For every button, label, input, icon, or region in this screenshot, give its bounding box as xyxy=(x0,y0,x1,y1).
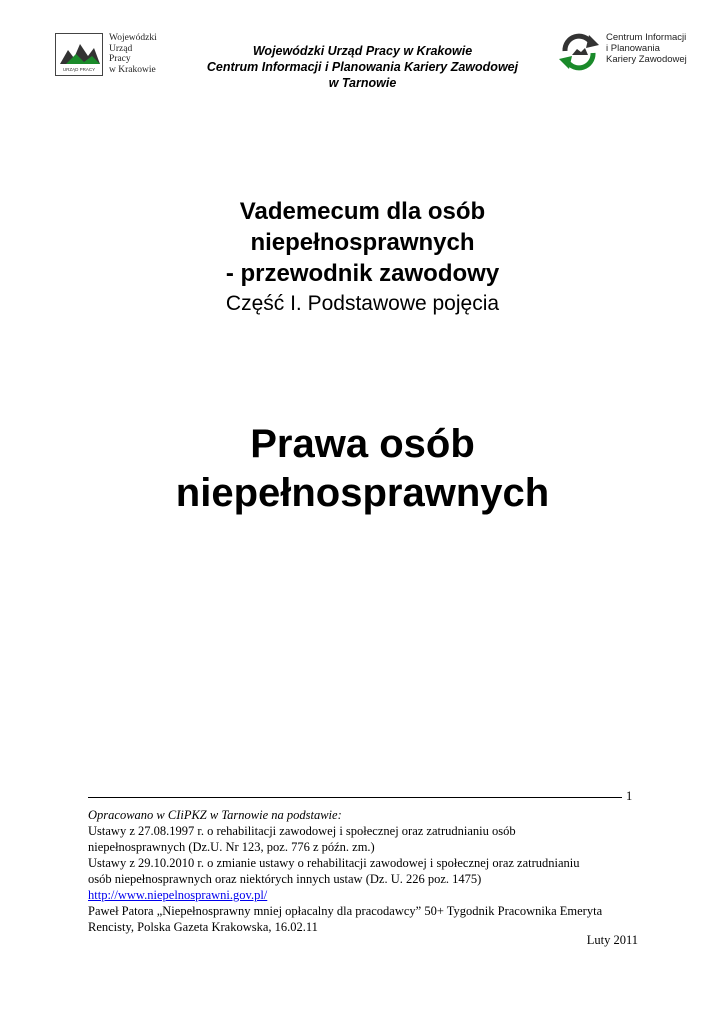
document-part: Część I. Podstawowe pojęcia xyxy=(225,292,500,315)
source-line: niepełnosprawnych (Dz.U. Nr 123, poz. 776 z późn. zm.) xyxy=(88,840,375,854)
footer-rule xyxy=(88,797,622,798)
wup-logo-mark-text: URZĄD PRACY xyxy=(62,67,96,72)
document-date: Luty 2011 xyxy=(586,933,638,947)
main-title: Prawa osób niepełnosprawnych xyxy=(175,422,550,515)
wup-logo xyxy=(55,33,159,77)
recycle-arrows-icon xyxy=(555,31,603,71)
article-line: Rencisty, Polska Gazeta Krakowska, 16.02.11 xyxy=(88,920,318,934)
title-line: - przewodnik zawodowy xyxy=(225,260,500,287)
wup-logo-mark xyxy=(55,33,103,76)
cipkz-logo xyxy=(555,31,685,71)
article-line: Paweł Patora „Niepełnosprawny mniej opłacalny dla pracodawcy” 50+ Tygodnik Pracownika Emeryta xyxy=(88,904,603,918)
source-line: Ustawy z 27.08.1997 r. o rehabilitacji zawodowej i społecznej oraz zatrudnianiu osób xyxy=(88,824,516,838)
title-line: niepełnosprawnych xyxy=(250,229,475,256)
document-title xyxy=(0,196,725,318)
source-line: osób niepełnosprawnych oraz niektórych innych ustaw (Dz. U. 226 poz. 1475) xyxy=(88,872,482,886)
cipkz-logo-text: Centrum Informacji i Planowania Kariery Zawodowej xyxy=(606,32,687,65)
header-title: Wojewódzki Urząd Pracy w Krakowie Centrum Informacji i Planowania Kariery Zawodowej w Tarnowie xyxy=(206,44,519,90)
source-line: Ustawy z 29.10.2010 r. o zmianie ustawy o rehabilitacji zawodowej i społecznej oraz zatrudnianiu xyxy=(88,856,580,870)
title-line: Vademecum dla osób xyxy=(239,198,486,225)
source-heading: Opracowano w CIiPKZ w Tarnowie na podstawie: xyxy=(88,808,342,822)
sources xyxy=(88,807,648,935)
page-number: 1 xyxy=(626,789,633,803)
source-link[interactable]: http://www.niepelnosprawni.gov.pl/ xyxy=(88,888,268,902)
wup-logo-text: Wojewódzki Urząd Pracy w Krakowie xyxy=(109,33,157,75)
